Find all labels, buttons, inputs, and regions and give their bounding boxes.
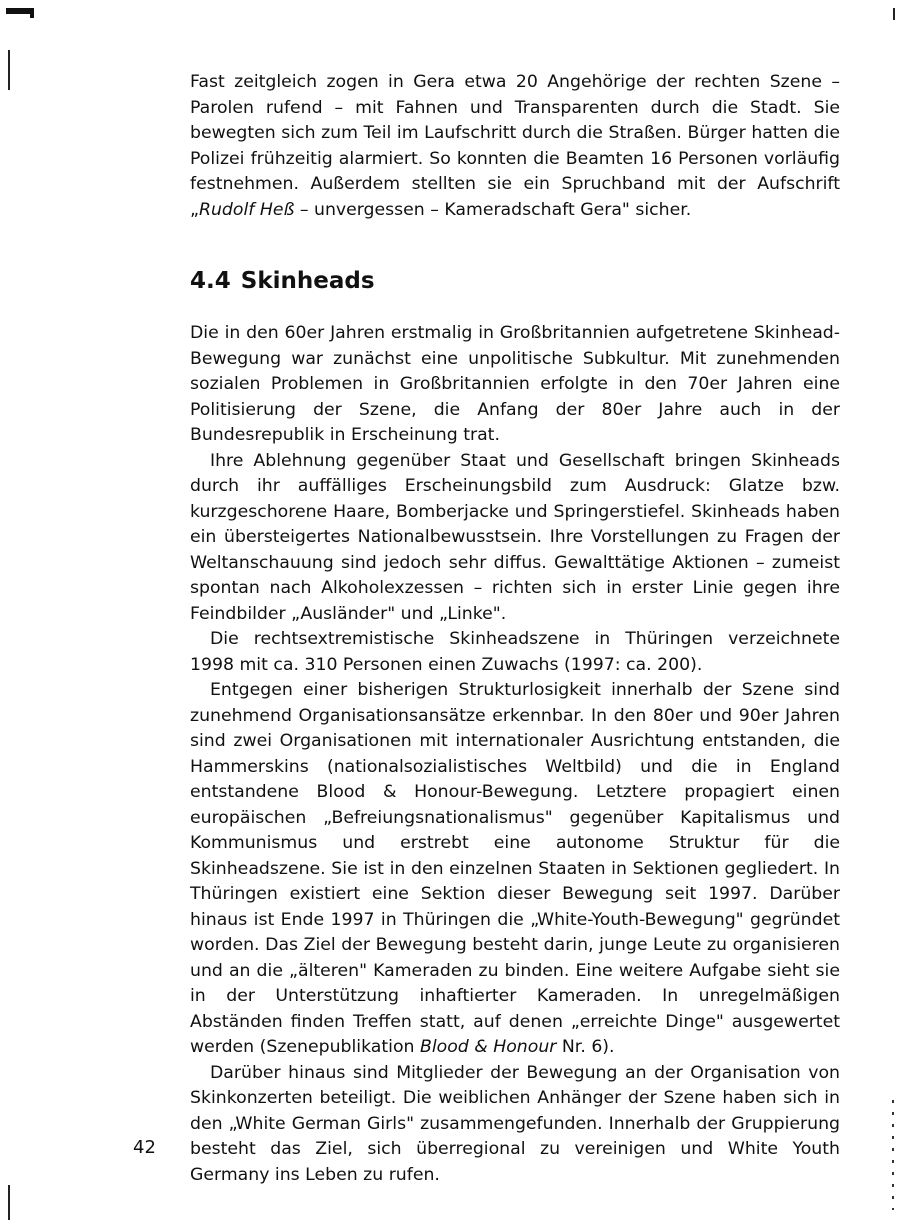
intro-paragraph (190, 70, 840, 223)
page-number: 42 (133, 1137, 156, 1158)
scan-edge-dots (892, 1100, 894, 1210)
intro-text-end: – unvergessen – Kameradschaft Gera" sicher. (294, 199, 692, 220)
section-heading (190, 266, 840, 296)
paragraph-text-start: Entgegen einer bisherigen Strukturlosigkeit innerhalb der Szene sind zunehmend Organisationsansätze erkennbar. In den 80er und 90er Jahren sind zwei Organisationen mit internationaler Ausrichtung entstanden, die Hammerskins (nationalsozialistisches Weltbild) und die in England entstandene Blood & Honour-Bewegung. Letztere propagiert einen europäischen „Befreiungsnationalismus" gegenüber Kapitalismus und Kommunismus und erstrebt eine autonome Struktur für die Skinheadszene. Sie ist in den einzelnen Staaten in Sektionen gegliedert. In Thüringen existiert eine Sektion dieser Bewegung seit 1997. Darüber hinaus ist Ende 1997 in Thüringen die „White-Youth-Bewegung" gegründet worden. Das Ziel der Bewegung besteht darin, junge Leute zu organisieren und an die „älteren" Kameraden zu binden. Eine weitere Aufgabe sieht sie in der Unterstützung inhaftierter Kameraden. In unregelmäßigen Abständen finden Treffen statt, auf denen „erreichte Dinge" ausgewertet werden (Szenepublikation (190, 680, 840, 1057)
paragraph (190, 678, 840, 1061)
scan-edge-line (893, 8, 895, 20)
section-number: 4.4 (190, 268, 231, 294)
page-body (190, 70, 840, 1188)
scan-mark (30, 8, 34, 18)
paragraph-text-end: Nr. 6). (556, 1037, 615, 1057)
publication-title: Blood & Honour (420, 1037, 557, 1057)
paragraph: Ihre Ablehnung gegenüber Staat und Gesellschaft bringen Skinheads durch ihr auffälliges Erscheinungsbild zum Ausdruck: Glatze bzw. kurzgeschorene Haare, Bomberjacke und Springerstiefel. Skinheads haben ein übersteigertes Nationalbewusstsein. Ihre Vorstellungen zu Fragen der Weltanschauung sind jedoch sehr diffus. Gewalttätige Aktionen – zumeist spontan nach Alkoholexzessen – richten sich in erster Linie gegen ihre Feindbilder „Ausländer" und „Linke". (190, 450, 840, 624)
scan-mark (6, 8, 32, 14)
paragraph: Die in den 60er Jahren erstmalig in Großbritannien aufgetretene Skinhead-Bewegung war zunächst eine unpolitische Subkultur. Mit zunehmenden sozialen Problemen in Großbritannien erfolgte in den 70er Jahren eine Politisierung der Szene, die Anfang der 80er Jahre auch in der Bundesrepublik in Erscheinung trat. (190, 323, 840, 445)
intro-italic-quote: Rudolf Heß (198, 199, 295, 220)
scan-edge-line (8, 1185, 10, 1220)
scan-edge-line (8, 50, 10, 90)
intro-text-start: Fast zeitgleich zogen in Gera etwa 20 Angehörige der rechten Szene – Parolen rufend – mit Fahnen und Transparenten durch die Stadt. Sie bewegten sich zum Teil im Laufschritt durch die Straßen. Bürger hatten die Polizei frühzeitig alarmiert. So konnten die Beamten 16 Personen vorläufig festnehmen. Außerdem stellten sie ein Spruchband mit der Aufschrift „ (190, 72, 840, 220)
paragraph: Die rechtsextremistische Skinheadszene in Thüringen verzeichnete 1998 mit ca. 310 Personen einen Zuwachs (1997: ca. 200). (190, 629, 840, 675)
paragraph: Darüber hinaus sind Mitglieder der Bewegung an der Organisation von Skinkonzerten beteiligt. Die weiblichen Anhänger der Szene haben sich in den „White German Girls" zusammengefunden. Innerhalb der Gruppierung besteht das Ziel, sich überregional zu vereinigen und White Youth Germany ins Leben zu rufen. (190, 1062, 840, 1185)
section-title: Skinheads (240, 268, 375, 294)
